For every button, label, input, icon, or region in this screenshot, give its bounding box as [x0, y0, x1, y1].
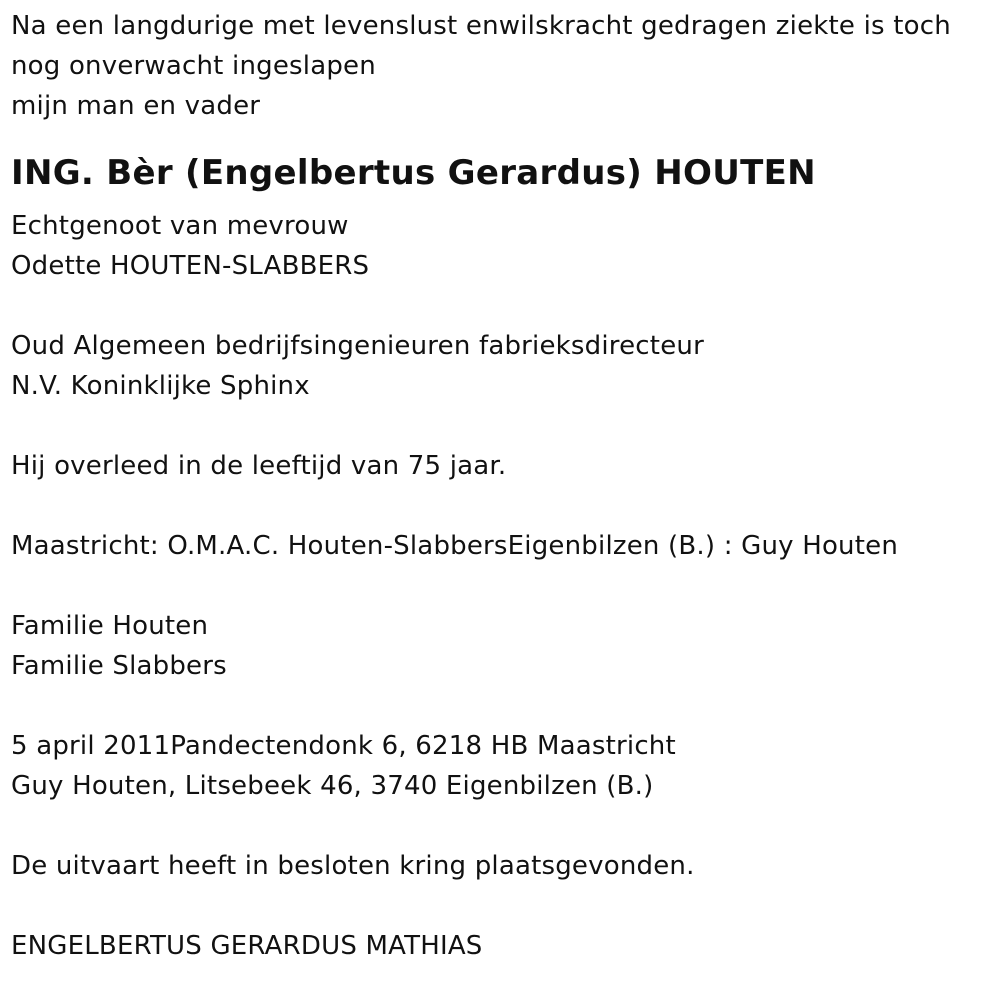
address-line-1: 5 april 2011Pandectendonk 6, 6218 HB Maastricht [11, 731, 676, 761]
spacer [11, 806, 991, 846]
spacer [11, 886, 991, 926]
spouse-line-1: Echtgenoot van mevrouw [11, 211, 349, 241]
career-line-1: Oud Algemeen bedrijfsingenieuren fabrieksdirecteur [11, 331, 704, 361]
spacer [11, 486, 991, 526]
spacer [11, 566, 991, 606]
family-line-1: Familie Houten [11, 611, 209, 641]
full-name-line: ENGELBERTUS GERARDUS MATHIAS [11, 931, 483, 961]
spacer [11, 686, 991, 726]
obituary-notice [11, 6, 991, 966]
spouse-line-2: Odette HOUTEN-SLABBERS [11, 251, 370, 281]
career-line-2: N.V. Koninklijke Sphinx [11, 371, 310, 401]
funeral-statement: De uitvaart heeft in besloten kring plaatsgevonden. [11, 851, 695, 881]
spacer [11, 198, 991, 206]
intro-line-3: mijn man en vader [11, 91, 261, 121]
spacer [11, 406, 991, 446]
age-statement: Hij overleed in de leeftijd van 75 jaar. [11, 451, 507, 481]
spacer [11, 126, 991, 148]
address-line-2: Guy Houten, Litsebeek 46, 3740 Eigenbilzen (B.) [11, 771, 654, 801]
deceased-name-heading: ING. Bèr (Engelbertus Gerardus) HOUTEN [11, 153, 816, 193]
intro-line-2: nog onverwacht ingeslapen [11, 51, 376, 81]
family-line-2: Familie Slabbers [11, 651, 227, 681]
intro-line-1: Na een langdurige met levenslust enwilskracht gedragen ziekte is toch [11, 11, 951, 41]
spacer [11, 286, 991, 326]
relatives-line: Maastricht: O.M.A.C. Houten-SlabbersEigenbilzen (B.) : Guy Houten [11, 531, 899, 561]
